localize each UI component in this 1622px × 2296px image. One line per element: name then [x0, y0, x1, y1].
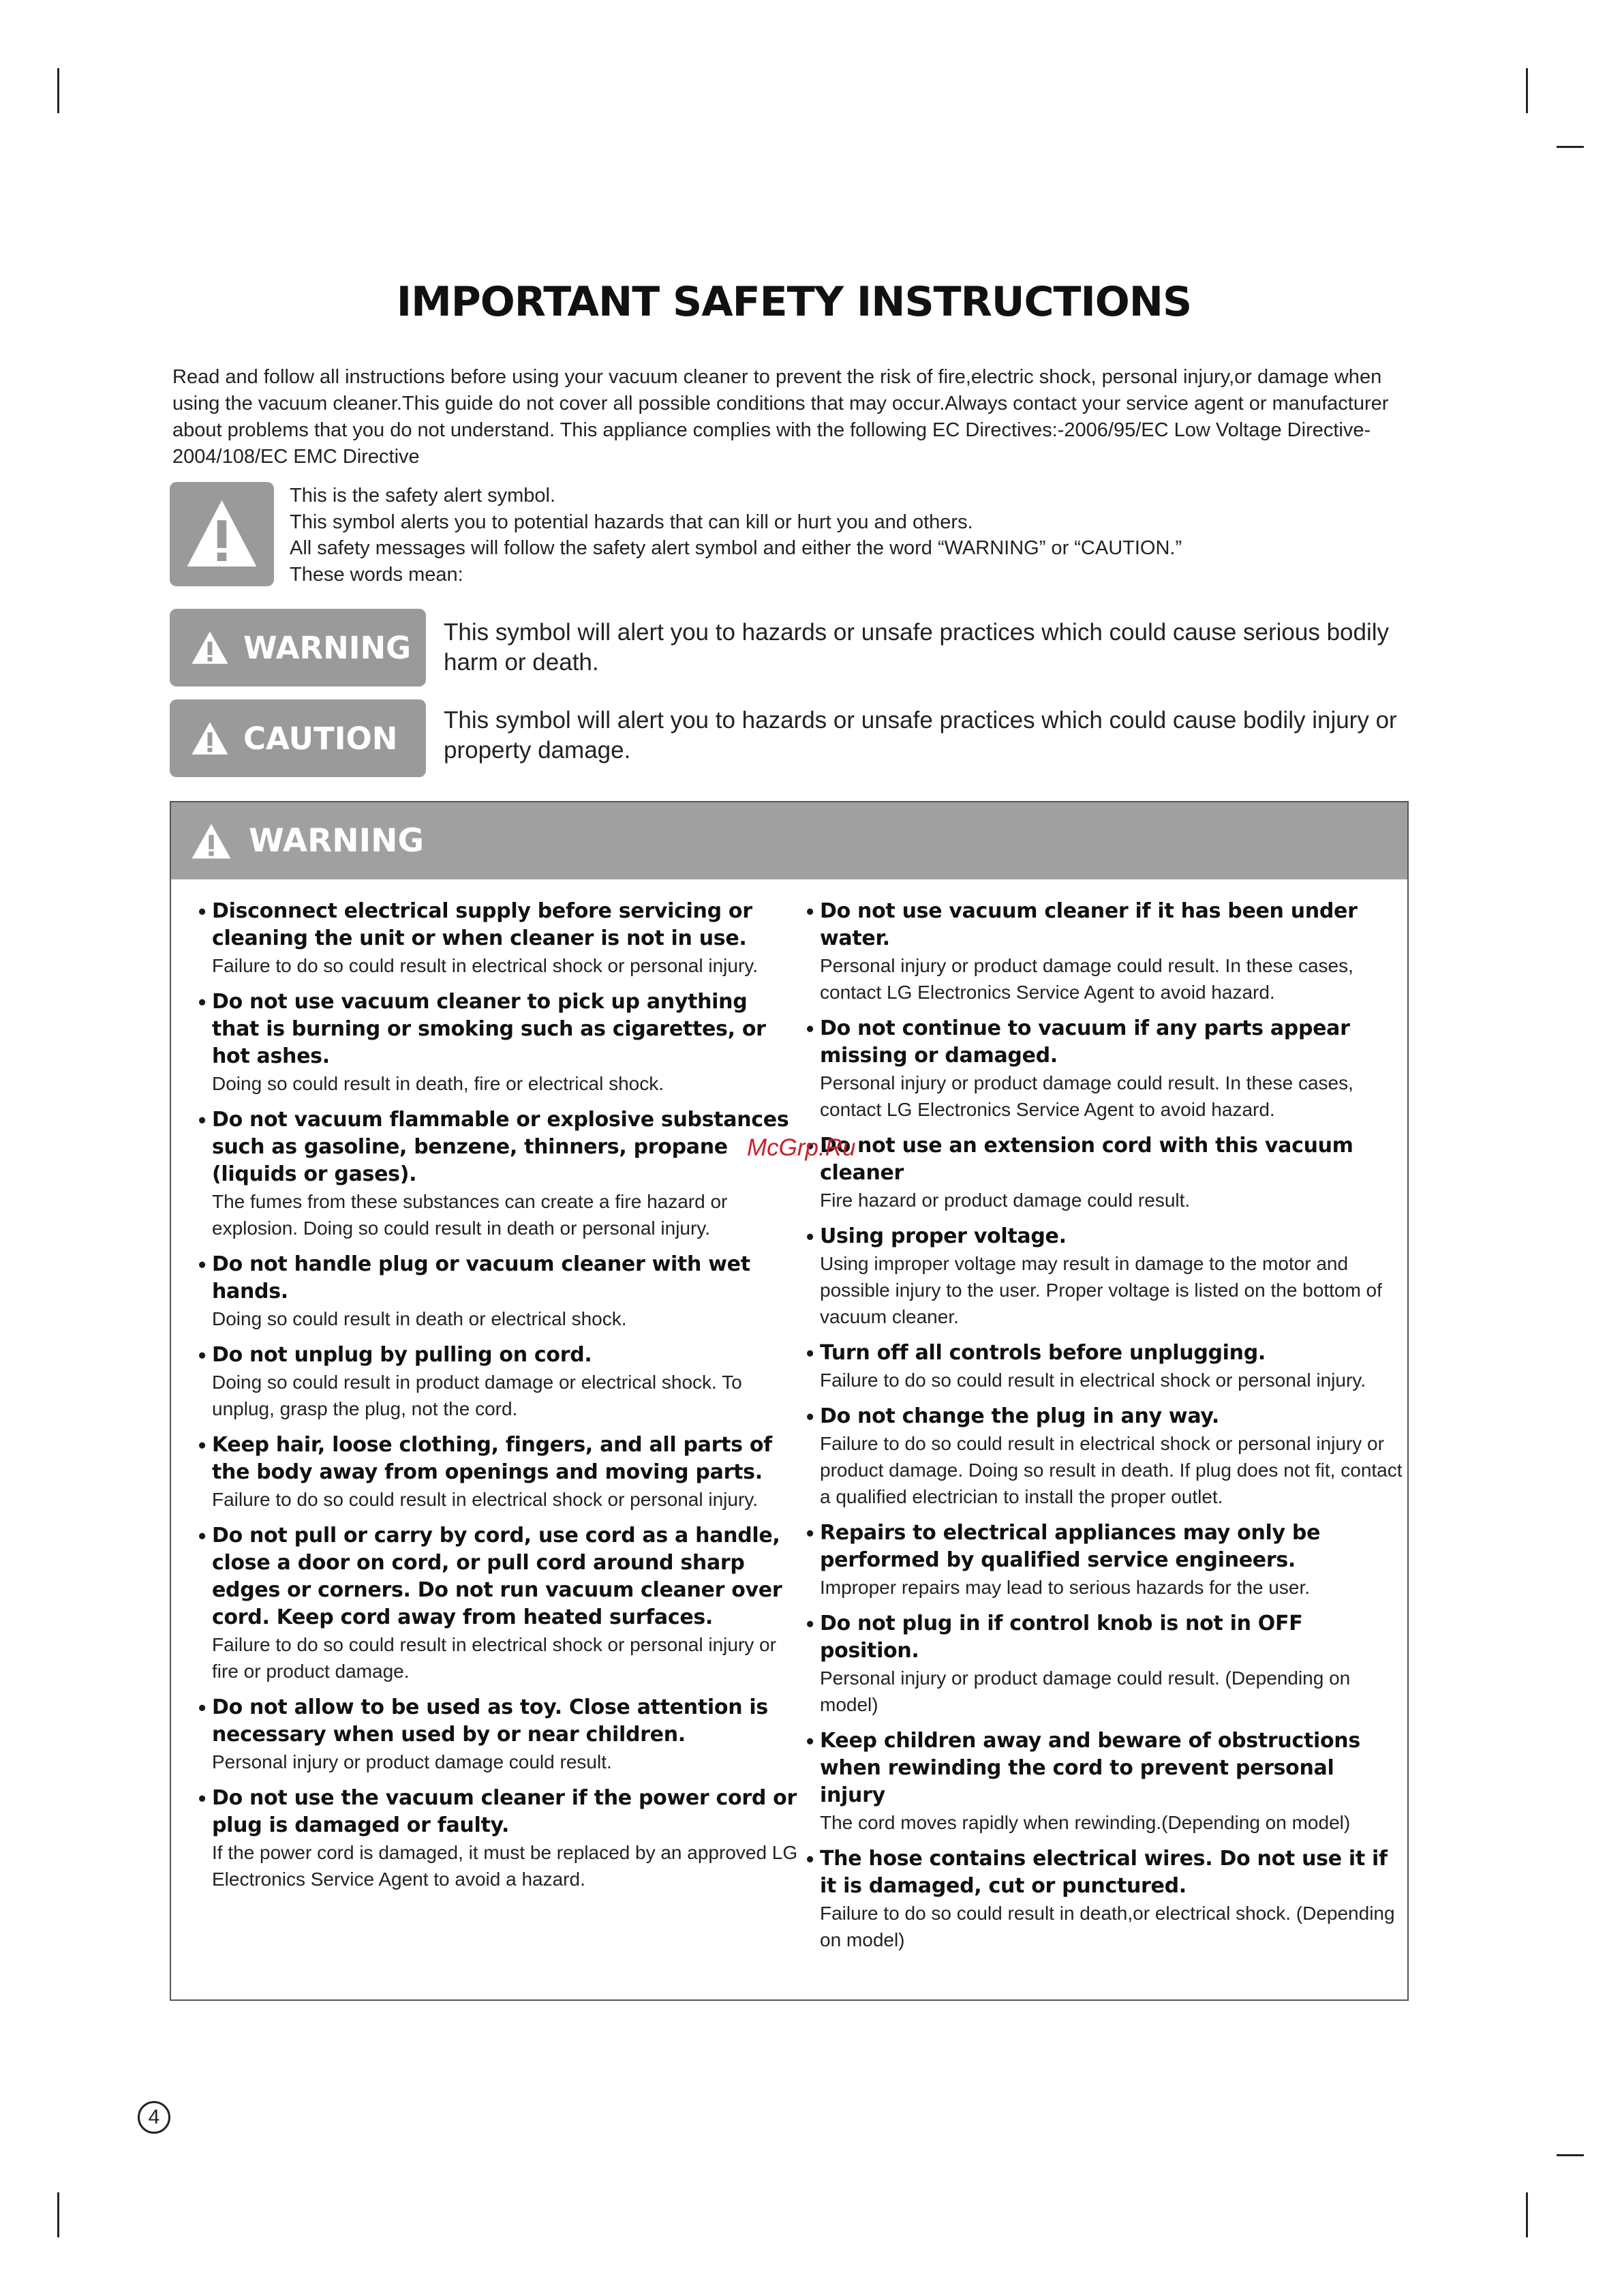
item-heading: • Do not unplug by pulling on cord.: [212, 1343, 592, 1367]
item-heading: • The hose contains electrical wires. Do not use it if it is damaged, cut or punctured.: [820, 1847, 1388, 1898]
list-item: [806, 1520, 1406, 1601]
item-heading: • Do not use vacuum cleaner if it has been under water.: [820, 899, 1358, 950]
list-item: [198, 1785, 798, 1892]
warning-list-left: [198, 898, 798, 1902]
list-item: [806, 1015, 1406, 1123]
item-heading: • Keep children away and beware of obstructions when rewinding the cord to prevent personal injury: [820, 1729, 1360, 1807]
item-heading: • Do not vacuum flammable or explosive substances such as gasoline, benzene, thinners, propane (liquids or gases).: [212, 1108, 789, 1186]
item-body: Failure to do so could result in electrical shock or personal injury.: [212, 1489, 758, 1510]
item-body: Personal injury or product damage could result. In these cases, contact LG Electronics Service Agent to avoid hazard.: [820, 955, 1353, 1003]
item-body: Improper repairs may lead to serious hazards for the user.: [820, 1577, 1311, 1598]
warning-panel-title: WARNING: [249, 822, 425, 860]
item-body: Doing so could result in product damage or electrical shock. To unplug, grasp the plug, not the cord.: [212, 1372, 742, 1419]
item-heading: • Do not allow to be used as toy. Close attention is necessary when used by or near children.: [212, 1695, 768, 1747]
item-heading: • Do not use an extension cord with this vacuum cleaner: [820, 1134, 1353, 1185]
caution-description: This symbol will alert you to hazards or unsafe practices which could cause bodily injury or property damage.: [444, 707, 1397, 764]
item-body: Doing so could result in death, fire or electrical shock.: [212, 1073, 664, 1094]
intro-paragraph: Read and follow all instructions before using your vacuum cleaner to prevent the risk of fire,electric shock, personal injury,or damage when using the vacuum cleaner.This guide do not cover all possible conditions that may occur.Always contact your service agent or manufacturer about problems that you do not understand. This appliance complies with the following EC Directives:-2006/95/EC Low Voltage Directive-2004/108/EC EMC Directive: [172, 366, 1389, 468]
list-item: [806, 1223, 1406, 1330]
item-body: Fire hazard or product damage could result.: [820, 1190, 1191, 1211]
item-heading: • Disconnect electrical supply before servicing or cleaning the unit or when cleaner is not in use.: [212, 899, 752, 950]
list-item: [198, 1251, 798, 1332]
crop-mark: [1526, 2192, 1528, 2237]
item-body: Failure to do so could result in electrical shock or personal injury.: [820, 1370, 1366, 1391]
caution-label-box: [170, 699, 426, 777]
safety-alert-symbol: [170, 482, 274, 586]
item-body: The fumes from these substances can create a fire hazard or explosion. Doing so could result in death or personal injury.: [212, 1191, 728, 1239]
item-heading: • Do not use the vacuum cleaner if the power cord or plug is damaged or faulty.: [212, 1786, 797, 1837]
item-heading: • Do not handle plug or vacuum cleaner with wet hands.: [212, 1252, 750, 1303]
warning-triangle-icon: [190, 822, 232, 860]
list-item: [198, 1694, 798, 1775]
warning-description: This symbol will alert you to hazards or unsafe practices which could cause serious bodily harm or death.: [444, 619, 1390, 676]
item-body: Personal injury or product damage could result. In these cases, contact LG Electronics Service Agent to avoid hazard.: [820, 1072, 1353, 1120]
crop-mark: [1557, 2154, 1584, 2156]
crop-mark: [57, 2192, 59, 2237]
item-body: Personal injury or product damage could result.: [212, 1751, 612, 1772]
list-item: [198, 1342, 798, 1422]
alert-line: These words mean:: [290, 563, 463, 586]
item-heading: • Keep hair, loose clothing, fingers, and all parts of the body away from openings and moving parts.: [212, 1433, 772, 1484]
item-body: Failure to do so could result in electrical shock or personal injury or fire or product damage.: [212, 1634, 776, 1682]
item-heading: • Do not continue to vacuum if any parts appear missing or damaged.: [820, 1016, 1350, 1068]
item-body: Failure to do so could result in electrical shock or personal injury or product damage. Doing so result in death. If plug does not fit, contact a qualified electrician to install the proper outlet.: [820, 1433, 1403, 1507]
exclamation-icon: [183, 496, 260, 573]
list-item: [806, 1610, 1406, 1718]
item-heading: • Do not change the plug in any way.: [820, 1404, 1219, 1428]
item-heading: • Repairs to electrical appliances may only be performed by qualified service engineers.: [820, 1521, 1321, 1572]
list-item: [806, 898, 1406, 1006]
warning-panel: [170, 801, 1409, 2001]
item-body: Personal injury or product damage could result. (Depending on model): [820, 1667, 1351, 1715]
item-body: The cord moves rapidly when rewinding.(Depending on model): [820, 1812, 1351, 1833]
list-item: [198, 1106, 798, 1241]
item-body: If the power cord is damaged, it must be replaced by an approved LG Electronics Service Agent to avoid a hazard.: [212, 1842, 798, 1890]
page-title: IMPORTANT SAFETY INSTRUCTIONS: [396, 278, 1192, 326]
item-heading: • Do not plug in if control knob is not in OFF position.: [820, 1612, 1303, 1663]
list-item: [806, 1403, 1406, 1510]
list-item: [198, 988, 798, 1097]
item-body: Using improper voltage may result in damage to the motor and possible injury to the user. Proper voltage is listed on the bottom of vacuum cleaner.: [820, 1253, 1382, 1327]
warning-panel-header: [171, 802, 1407, 879]
item-body: Failure to do so could result in death,or electrical shock. (Depending on model): [820, 1903, 1395, 1950]
crop-mark: [1557, 146, 1584, 148]
warning-label-box: [170, 609, 426, 686]
crop-mark: [1526, 68, 1528, 113]
item-heading: • Turn off all controls before unplugging.: [820, 1341, 1266, 1365]
item-body: Doing so could result in death or electrical shock.: [212, 1308, 627, 1329]
crop-mark: [57, 68, 59, 113]
alert-line: All safety messages will follow the safety alert symbol and either the word “WARNING” or “CAUTION.”: [290, 537, 1182, 559]
list-item: [806, 1340, 1406, 1393]
list-item: [198, 1432, 798, 1513]
warning-list-right: [806, 898, 1406, 1963]
alert-line: This is the safety alert symbol.: [290, 485, 556, 507]
watermark: McGrp.Ru: [747, 1134, 856, 1161]
page-number: 4: [138, 2101, 170, 2134]
item-heading: • Do not pull or carry by cord, use cord as a handle, close a door on cord, or pull cord around sharp edges or corners. Do not run vacuum cleaner over cord. Keep cord away from heated surfaces.: [212, 1524, 782, 1629]
item-heading: • Do not use vacuum cleaner to pick up anything that is burning or smoking such as cigarettes, or hot ashes.: [212, 990, 766, 1068]
list-item: [806, 1727, 1406, 1836]
item-body: Failure to do so could result in electrical shock or personal injury.: [212, 955, 758, 976]
list-item: [806, 1845, 1406, 1953]
list-item: [198, 898, 798, 979]
caution-triangle-icon: [190, 721, 230, 756]
caution-label: CAUTION: [243, 720, 398, 757]
warning-label: WARNING: [243, 629, 412, 666]
alert-line: This symbol alerts you to potential hazards that can kill or hurt you and others.: [290, 511, 973, 533]
list-item: [198, 1522, 798, 1685]
list-item: [806, 1132, 1406, 1213]
item-heading: • Using proper voltage.: [820, 1224, 1067, 1248]
warning-triangle-icon: [190, 630, 230, 665]
alert-symbol-description: [290, 483, 1394, 588]
